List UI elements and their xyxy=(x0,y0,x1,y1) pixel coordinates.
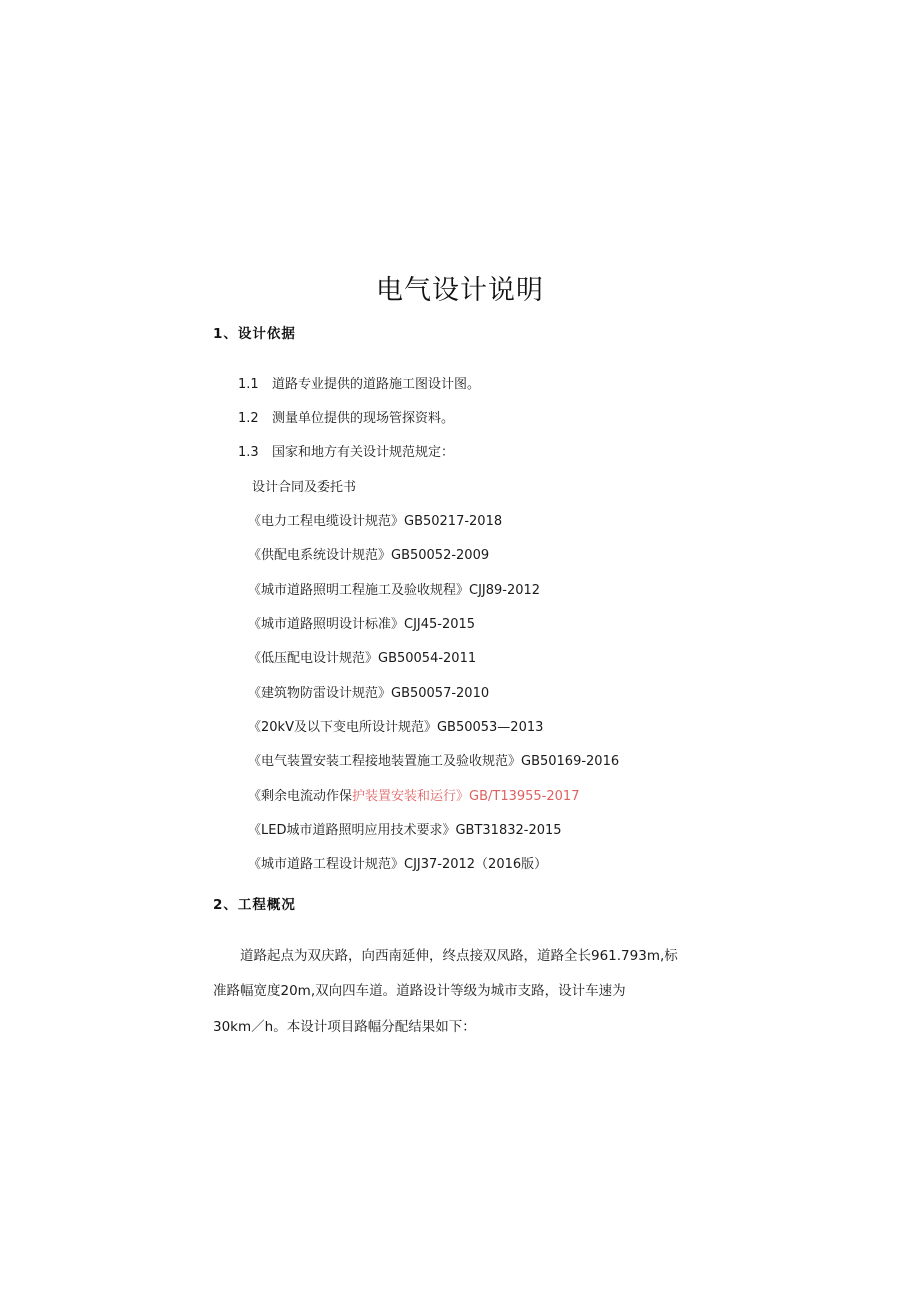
basis-item xyxy=(238,407,454,426)
reference-line: 设计合同及委托书 xyxy=(252,480,357,495)
page-title: 电气设计说明 xyxy=(376,275,544,306)
item-text: 国家和地方有关设计规范规定： xyxy=(272,445,455,460)
item-number: 1.1 xyxy=(238,377,259,392)
paragraph-line: 30km／h。本设计项目路幅分配结果如下： xyxy=(213,1019,476,1035)
paragraph-line: 道路起点为双庆路，向西南延伸，终点接双凤路，道路全长961.793m,标 xyxy=(240,948,678,964)
reference-line: 《电气装置安装工程接地装置施工及验收规范》GB50169-2016 xyxy=(248,754,620,769)
item-text: 测量单位提供的现场管探资料。 xyxy=(272,411,455,426)
reference-line: 《城市道路照明工程施工及验收规程》CJJ89-2012 xyxy=(248,583,541,598)
paragraph-line: 准路幅宽度20m,双向四车道。道路设计等级为城市支路，设计车速为 xyxy=(213,983,626,999)
basis-item xyxy=(238,441,454,460)
section-heading-design-basis: 1、设计依据 xyxy=(213,326,296,342)
reference-line: 《电力工程电缆设计规范》GB50217-2018 xyxy=(248,514,503,529)
reference-line: 《建筑物防雷设计规范》GB50057-2010 xyxy=(248,686,490,701)
basis-item xyxy=(238,373,480,392)
section-heading-project-overview: 2、工程概况 xyxy=(213,897,296,913)
item-number: 1.3 xyxy=(238,445,259,460)
reference-line: 《LED城市道路照明应用技术要求》GBT31832-2015 xyxy=(248,823,562,838)
reference-line: 《20kV及以下变电所设计规范》GB50053—2013 xyxy=(248,720,544,735)
reference-line-highlighted xyxy=(248,785,579,804)
item-number: 1.2 xyxy=(238,411,259,426)
reference-text-highlight: 护装置安装和运行》GB/T13955-2017 xyxy=(352,789,580,804)
reference-text: 《剩余电流动作保 xyxy=(248,789,353,804)
reference-line: 《城市道路照明设计标准》CJJ45-2015 xyxy=(248,617,476,632)
reference-line: 《低压配电设计规范》GB50054-2011 xyxy=(248,651,477,666)
reference-line: 《供配电系统设计规范》GB50052-2009 xyxy=(248,548,490,563)
reference-line: 《城市道路工程设计规范》CJJ37-2012（2016版） xyxy=(248,857,548,872)
item-text: 道路专业提供的道路施工图设计图。 xyxy=(272,377,481,392)
